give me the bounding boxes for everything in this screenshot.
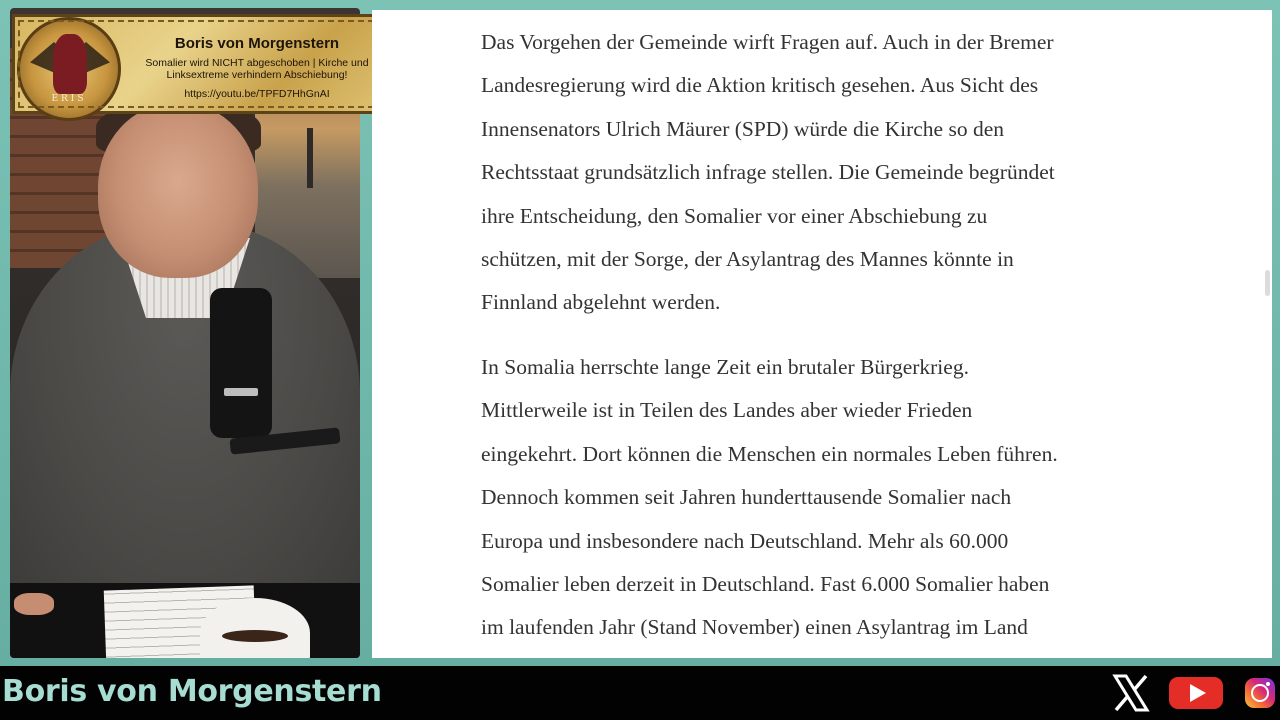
instagram-lens <box>1251 684 1269 702</box>
presenter-hand <box>14 593 54 615</box>
article-paragraph <box>481 346 1181 650</box>
info-card-subtitle: Somalier wird NICHT abgeschoben | Kirche und Linksextreme verhindern Abschiebung! <box>145 57 369 81</box>
article-line: schützen, mit der Sorge, der Asylantrag des Mannes könnte in <box>481 247 1014 272</box>
play-icon <box>1190 684 1206 702</box>
youtube-icon[interactable] <box>1168 674 1224 712</box>
article-line: Finnland abgelehnt werden. <box>481 290 721 315</box>
scrollbar-thumb[interactable] <box>1265 270 1270 296</box>
instagram-logo <box>1245 678 1275 708</box>
info-card-url[interactable]: https://youtu.be/TPFD7HhGnAI <box>184 88 330 100</box>
bottom-bar <box>0 666 1280 720</box>
article-line: Das Vorgehen der Gemeinde wirft Fragen auf. Auch in der Bremer <box>481 30 1054 54</box>
x-icon[interactable] <box>1110 674 1152 712</box>
emblem-label: ERIS <box>51 94 87 104</box>
article-line: In Somalia herrschte lange Zeit ein brutaler Bürgerkrieg. <box>481 355 969 379</box>
article-line: Somalier leben derzeit in Deutschland. Fast 6.000 Somalier haben <box>481 572 1050 597</box>
microphone <box>210 288 272 438</box>
background-church-spire <box>307 128 313 188</box>
instagram-icon[interactable] <box>1243 674 1277 712</box>
article-line: ihre Entscheidung, den Somalier vor einer Abschiebung zu <box>481 203 988 228</box>
x-logo-svg <box>1111 674 1151 712</box>
emblem-figure <box>53 34 87 94</box>
article-line: Europa und insbesondere nach Deutschland. Mehr als 60.000 <box>481 528 1009 553</box>
eris-emblem-icon <box>17 17 121 121</box>
article-paragraph <box>481 21 1181 325</box>
article-line: Landesregierung wird die Aktion kritisch gesehen. Aus Sicht des <box>481 73 1039 98</box>
article-line: eingekehrt. Dort können die Menschen ein normales Leben führen. <box>481 441 1058 466</box>
article-line: Innensenators Ulrich Mäurer (SPD) würde die Kirche so den <box>481 116 1005 141</box>
article-line: Rechtsstaat grundsätzlich infrage stellen. Die Gemeinde begründet <box>481 160 1055 185</box>
video-info-card[interactable] <box>12 14 400 114</box>
article-line: Dennoch kommen seit Jahren hunderttausende Somalier nach <box>481 485 1012 510</box>
article-line: im laufenden Jahr (Stand November) einen Asylantrag im Land <box>481 615 1028 640</box>
instagram-dot <box>1266 682 1270 686</box>
article-line: Mittlerweile ist in Teilen des Landes aber wieder Frieden <box>481 398 973 423</box>
info-card-title: Boris von Morgenstern <box>174 35 340 52</box>
channel-name: Boris von Morgenstern <box>2 674 382 709</box>
coffee <box>222 630 288 642</box>
microphone-logo <box>224 388 258 396</box>
youtube-logo <box>1169 677 1223 709</box>
article-panel <box>372 10 1272 658</box>
presenter-face <box>98 103 258 278</box>
